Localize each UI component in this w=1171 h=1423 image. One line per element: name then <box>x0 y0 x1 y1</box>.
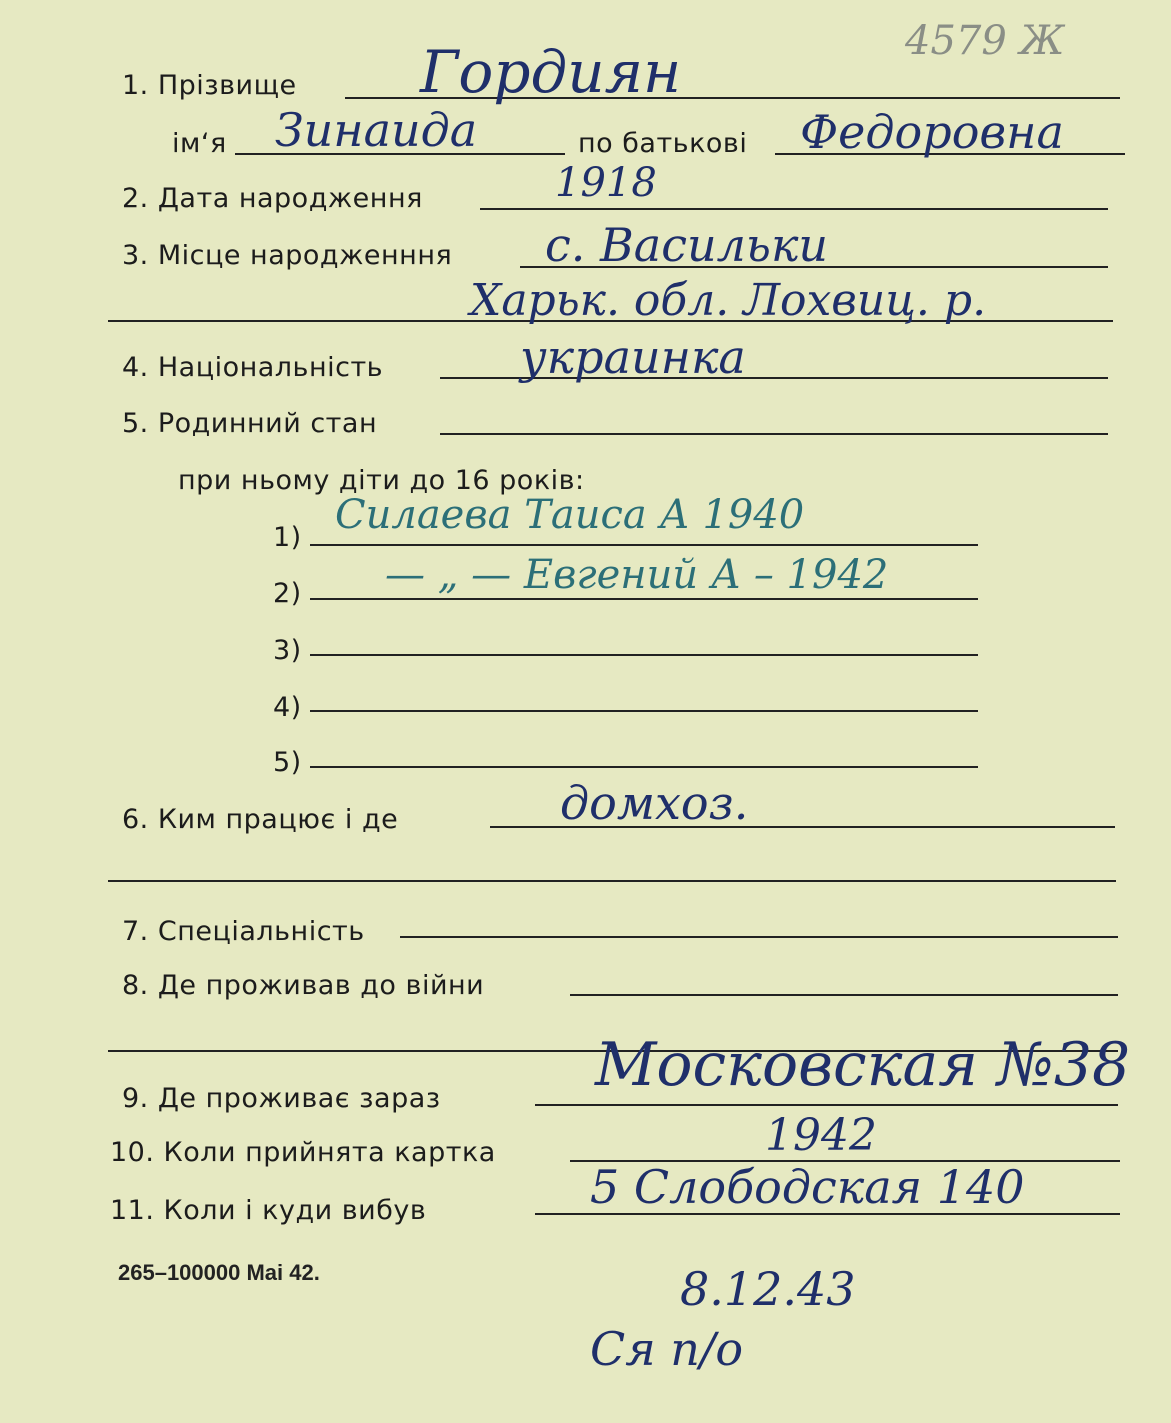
child-2-line <box>310 598 978 600</box>
birth-date-line <box>480 208 1108 210</box>
child-5-line <box>310 766 978 768</box>
current-residence-value: Московская №38 <box>595 1030 1131 1100</box>
card-accepted-label: 10. Коли прийнята картка <box>110 1137 496 1168</box>
card-accepted-value: 1942 <box>765 1110 877 1161</box>
birth-date-value: 1918 <box>555 160 657 206</box>
occupation-value: домхоз. <box>560 776 749 830</box>
child-4-line <box>310 710 978 712</box>
child-2-label: 2) <box>273 578 302 609</box>
birth-date-label: 2. Дата народження <box>122 183 423 214</box>
marital-status-line <box>440 433 1108 435</box>
current-residence-line <box>535 1104 1118 1106</box>
patronymic-value: Федоровна <box>800 105 1064 159</box>
surname-label: 1. Прізвище <box>122 70 297 101</box>
child-5-label: 5) <box>273 747 302 778</box>
child-1-label: 1) <box>273 522 302 553</box>
signature-note: Ся п/о <box>590 1322 744 1376</box>
card-number: 4579 Ж <box>905 18 1065 64</box>
birth-place-value-2: Харьк. обл. Лохвиц. р. <box>470 275 987 326</box>
specialty-label: 7. Спеціальність <box>122 916 365 947</box>
birth-place-label: 3. Місце народженння <box>122 240 453 271</box>
child-4-label: 4) <box>273 692 302 723</box>
child-1-line <box>310 544 978 546</box>
child-3-line <box>310 654 978 656</box>
nationality-value: украинка <box>520 330 746 384</box>
child-1-value: Силаева Таиса А 1940 <box>335 492 805 538</box>
surname-value: Гордиян <box>420 38 682 106</box>
nationality-label: 4. Національність <box>122 352 384 383</box>
date-note: 8.12.43 <box>680 1262 856 1316</box>
children-label: при ньому діти до 16 років: <box>178 465 585 496</box>
print-code: 265–100000 Mai 42. <box>118 1260 320 1285</box>
marital-status-label: 5. Родинний стан <box>122 408 378 439</box>
child-2-value: — „ — Евгений А – 1942 <box>385 552 889 598</box>
birth-place-value-1: с. Васильки <box>545 218 829 272</box>
first-name-value: Зинаида <box>275 103 478 157</box>
prewar-residence-line <box>570 994 1118 996</box>
patronymic-label: по батькові <box>578 128 748 159</box>
child-3-label: 3) <box>273 635 302 666</box>
prewar-residence-label: 8. Де проживав до війни <box>122 970 485 1001</box>
specialty-line <box>400 936 1118 938</box>
current-residence-label: 9. Де проживає зараз <box>122 1083 441 1114</box>
departed-value: 5 Слободская 140 <box>590 1160 1025 1214</box>
departed-label: 11. Коли і куди вибув <box>110 1195 427 1226</box>
occupation-line-2 <box>108 880 1116 882</box>
occupation-label: 6. Ким працює і де <box>122 804 399 835</box>
first-name-label: ім‘я <box>172 128 227 159</box>
